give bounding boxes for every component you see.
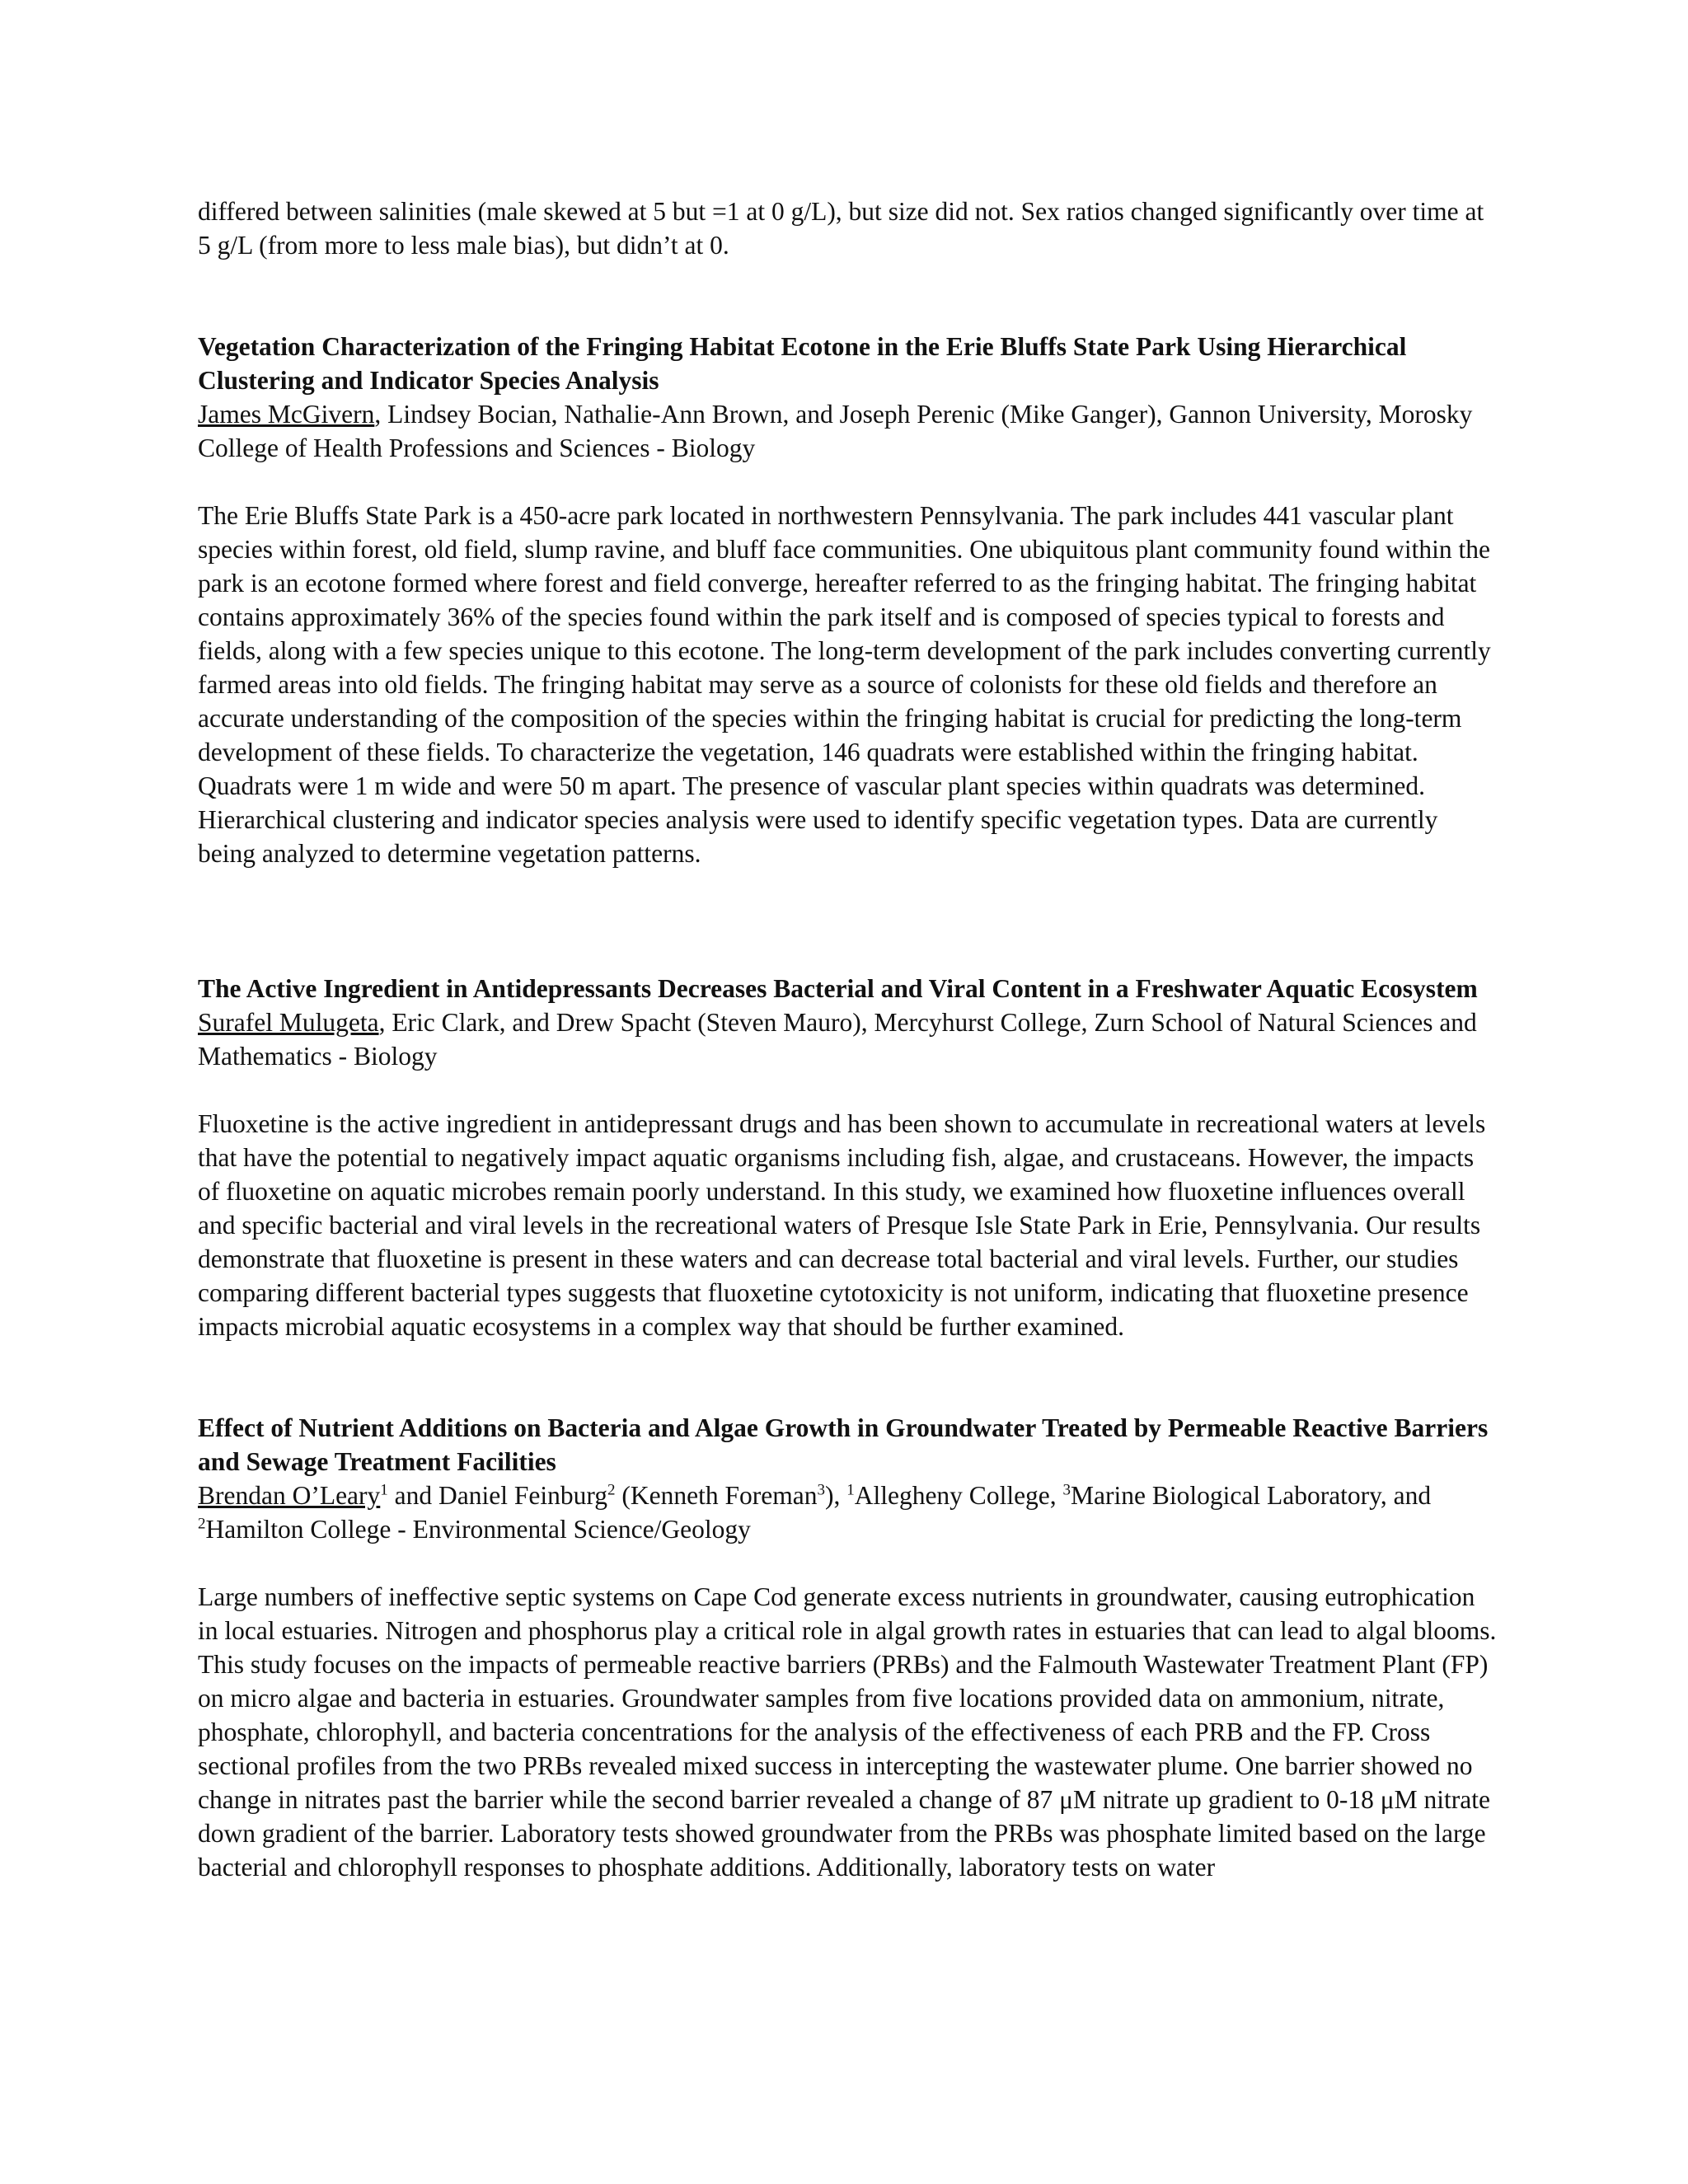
affiliation-superscript: 1 [380, 1481, 388, 1499]
abstract-authors [198, 1479, 1500, 1546]
co-authors: , Lindsey Bocian, Nathalie-Ann Brown, and Joseph Perenic (Mike Ganger), Gannon University, Morosky College of Health Professions and Sciences - Biology [198, 400, 1473, 462]
author-separator: ), [824, 1481, 847, 1510]
presenter-name: Surafel Mulugeta [198, 1008, 379, 1037]
abstract-title: Effect of Nutrient Additions on Bacteria and Algae Growth in Groundwater Treated by Permeable Reactive Barriers and Sewage Treatment Facilities [198, 1413, 1489, 1476]
presenter-name: Brendan O’Leary [198, 1481, 381, 1510]
abstract-authors [198, 397, 1500, 465]
affiliation-hamilton: Hamilton College - Environmental Science/Geology [205, 1515, 751, 1544]
affiliation-superscript: 2 [198, 1515, 206, 1533]
affiliation-mbl: Marine Biological Laboratory, and [1071, 1481, 1432, 1510]
continuation-paragraph: differed between salinities (male skewed at 5 but =1 at 0 g/L), but size did not. Sex ratios changed significantly over time at 5 g/L (from more to less male bias), but didn’t at 0. [198, 197, 1484, 260]
document-page [198, 194, 1500, 1884]
abstract-antidepressants [198, 972, 1500, 1343]
abstract-authors [198, 1005, 1500, 1073]
abstract-nutrient-additions [198, 1411, 1500, 1884]
abstract-body: Large numbers of ineffective septic systems on Cape Cod generate excess nutrients in groundwater, causing eutrophication in local estuaries. Nitrogen and phosphorus play a critical role in algal growth rates in estuaries that can lead to algal blooms. This study focuses on the impacts of permeable reactive barriers (PRBs) and the Falmouth Wastewater Treatment Plant (FP) on micro algae and bacteria in estuaries. Groundwater samples from five locations provided data on ammonium, nitrate, phosphate, chlorophyll, and bacteria concentrations for the analysis of the effectiveness of each PRB and the FP. Cross sectional profiles from the two PRBs revealed mixed success in intercepting the wastewater plume. One barrier showed no change in nitrates past the barrier while the second barrier revealed a change of 87 μM nitrate up gradient to 0-18 μM nitrate down gradient of the barrier. Laboratory tests showed groundwater from the PRBs was phosphate limited based on the large bacterial and chlorophyll responses to phosphate additions. Additionally, laboratory tests on water [198, 1582, 1497, 1882]
affiliation-superscript: 2 [607, 1481, 616, 1499]
affiliation-allegheny: Allegheny College, [854, 1481, 1063, 1510]
affiliation-superscript: 3 [1062, 1481, 1071, 1499]
abstract-title: Vegetation Characterization of the Fringing Habitat Ecotone in the Erie Bluffs State Park Using Hierarchical Clustering and Indicator Species Analysis [198, 332, 1407, 395]
co-authors: , Eric Clark, and Drew Spacht (Steven Mauro), Mercyhurst College, Zurn School of Natural Sciences and Mathematics - Biology [198, 1008, 1477, 1071]
co-authors: and Daniel Feinburg [387, 1481, 608, 1510]
abstract-vegetation [198, 330, 1500, 870]
abstract-body: Fluoxetine is the active ingredient in antidepressant drugs and has been shown to accumulate in recreational waters at levels that have the potential to negatively impact aquatic organisms including fish, algae, and crustaceans. However, the impacts of fluoxetine on aquatic microbes remain poorly understand. In this study, we examined how fluoxetine influences overall and specific bacterial and viral levels in the recreational waters of Presque Isle State Park in Erie, Pennsylvania. Our results demonstrate that fluoxetine is present in these waters and can decrease total bacterial and viral levels. Further, our studies comparing different bacterial types suggests that fluoxetine cytotoxicity is not uniform, indicating that fluoxetine presence impacts microbial aquatic ecosystems in a complex way that should be further examined. [198, 1109, 1486, 1341]
affiliation-superscript: 3 [817, 1481, 825, 1499]
presenter-name: James McGivern [198, 400, 375, 429]
advisor-text: (Kenneth Foreman [615, 1481, 818, 1510]
affiliation-superscript: 1 [846, 1481, 855, 1499]
abstract-title: The Active Ingredient in Antidepressants Decreases Bacterial and Viral Content in a Freshwater Aquatic Ecosystem [198, 974, 1478, 1003]
abstract-body: The Erie Bluffs State Park is a 450-acre park located in northwestern Pennsylvania. The park includes 441 vascular plant species within forest, old field, slump ravine, and bluff face communities. One ubiquitous plant community found within the park is an ecotone formed where forest and field converge, hereafter referred to as the fringing habitat. The fringing habitat contains approximately 36% of the species found within the park itself and is composed of species typical to forests and fields, along with a few species unique to this ecotone. The long-term development of the park includes converting currently farmed areas into old fields. The fringing habitat may serve as a source of colonists for these old fields and therefore an accurate understanding of the composition of the species within the fringing habitat is crucial for predicting the long-term development of these fields. To characterize the vegetation, 146 quadrats were established within the fringing habitat. Quadrats were 1 m wide and were 50 m apart. The presence of vascular plant species within quadrats was determined. Hierarchical clustering and indicator species analysis were used to identify specific vegetation types. Data are currently being analyzed to determine vegetation patterns. [198, 501, 1491, 868]
